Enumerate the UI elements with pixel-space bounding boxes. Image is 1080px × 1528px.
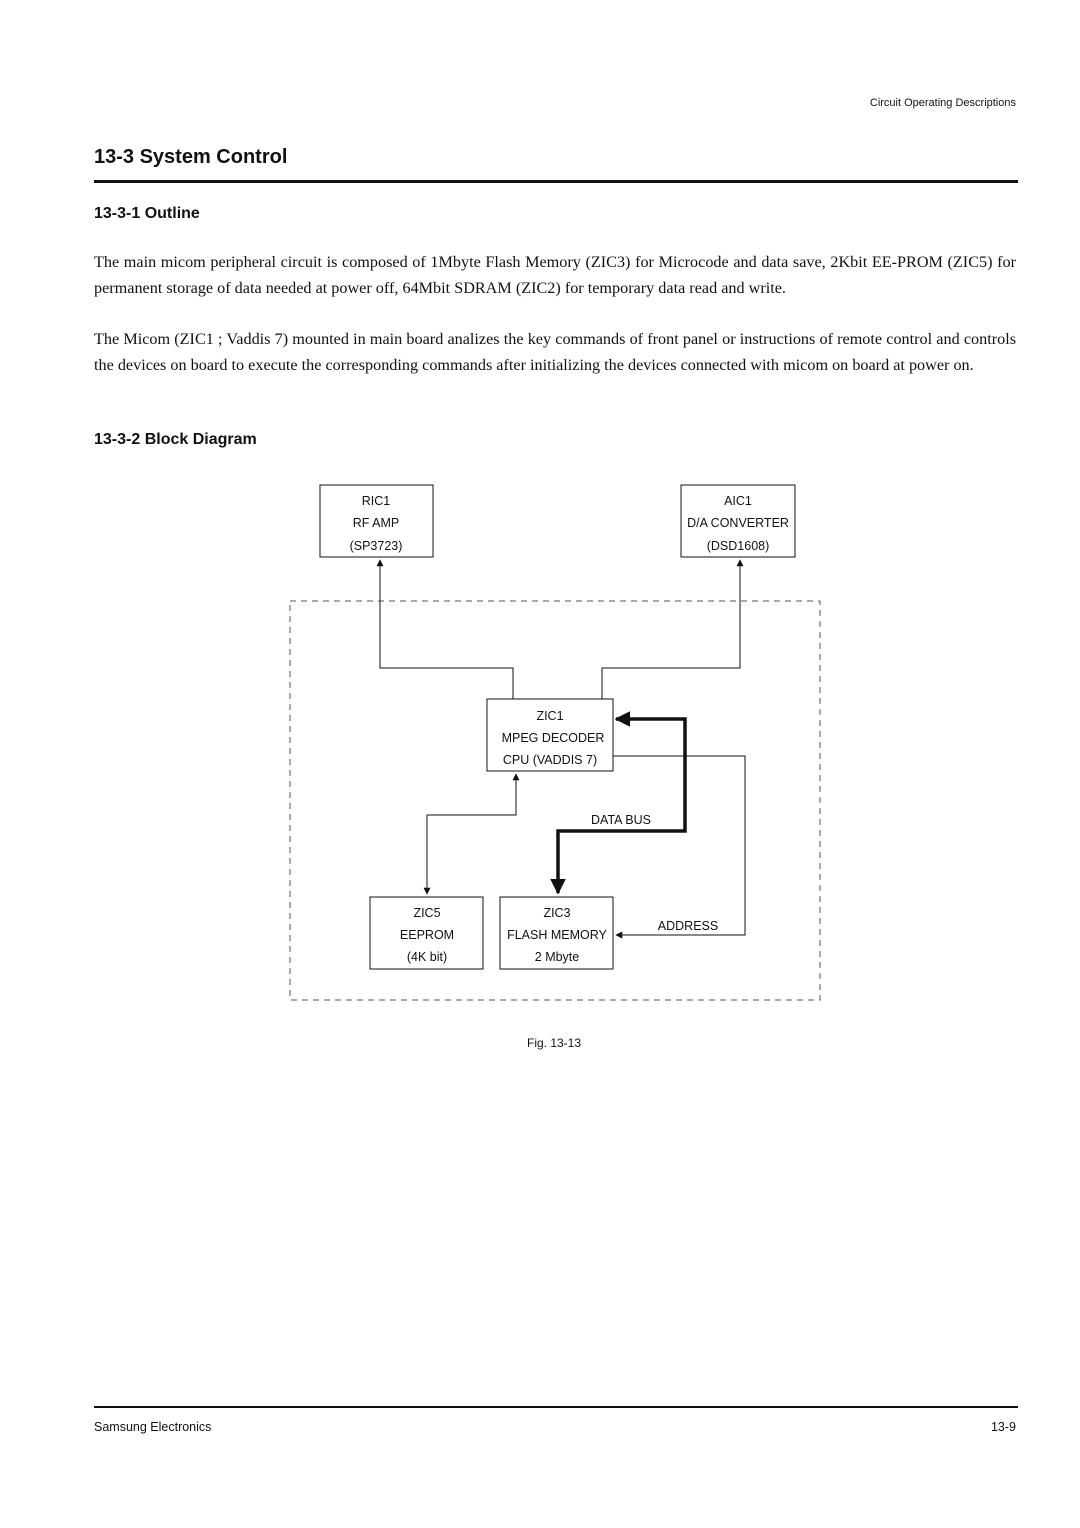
outline-paragraph-1: The main micom peripheral circuit is composed of 1Mbyte Flash Memory (ZIC3) for Microcode and data save, 2Kbit EE-PROM (ZIC5) for permanent storage of data needed at power off, 64Mbit SDRAM (ZIC2) for temporary data read and write. <box>94 253 1016 297</box>
zic1-cpu: CPU (VADDIS 7) <box>502 753 598 767</box>
zic3-capacity: 2 Mbyte <box>534 950 580 964</box>
ric1-part: (SP3723) <box>349 539 403 553</box>
footer-rule <box>94 1406 1018 1408</box>
zic3-block <box>500 897 613 969</box>
footer-company: Samsung Electronics <box>94 1420 212 1434</box>
running-head: Circuit Operating Descriptions <box>869 97 1016 109</box>
zic5-block <box>370 897 483 969</box>
ric1-label: RIC1 <box>361 494 391 508</box>
zic3-function: FLASH MEMORY <box>507 928 607 942</box>
aic1-block <box>681 485 795 557</box>
address-label: ADDRESS <box>657 919 719 933</box>
outline-paragraph-2: The Micom (ZIC1 ; Vaddis 7) mounted in main board analizes the key commands of front panel or instructions of remote control and controls the devices on board to execute the corresponding commands after initializing the devices connected with micom on board at power on. <box>94 330 1016 374</box>
zic1-function: MPEG DECODER <box>501 731 605 745</box>
aic1-function: D/A CONVERTER <box>687 516 789 530</box>
data-bus-label: DATA BUS <box>591 813 651 827</box>
section-title: 13-3 System Control <box>94 146 288 168</box>
figure-caption: Fig. 13-13 <box>526 1036 582 1050</box>
address-line <box>613 756 745 935</box>
aic1-part: (DSD1608) <box>706 539 770 553</box>
ric1-block <box>320 485 433 557</box>
footer-page-number: 13-9 <box>990 1420 1016 1434</box>
zic5-label: ZIC5 <box>413 906 441 920</box>
block-diagram-heading: 13-3-2 Block Diagram <box>94 431 257 448</box>
zic1-zic5-line <box>427 774 516 894</box>
zic3-label: ZIC3 <box>543 906 571 920</box>
ric1-function: RF AMP <box>352 516 400 530</box>
zic1-to-ric1-line <box>380 560 513 699</box>
outline-heading: 13-3-1 Outline <box>94 205 200 222</box>
zic1-to-aic1-line <box>602 560 740 699</box>
zic1-label: ZIC1 <box>536 709 564 723</box>
zic1-block <box>487 699 613 771</box>
aic1-label: AIC1 <box>724 494 752 508</box>
zic5-function: EEPROM <box>399 928 455 942</box>
zic5-capacity: (4K bit) <box>406 950 448 964</box>
